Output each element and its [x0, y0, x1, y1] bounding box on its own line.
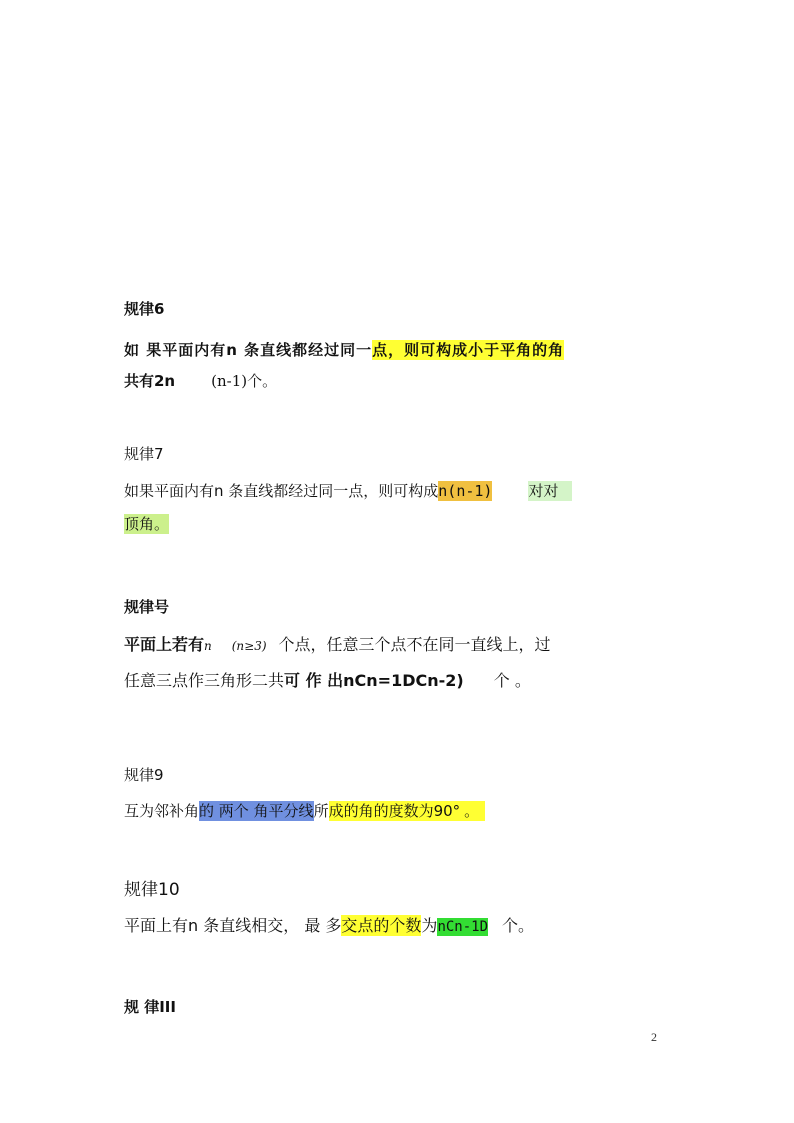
- rule-8-text-b: 个点，任意三个点不在同一直线上，过: [278, 635, 551, 654]
- rule-6-heading: 规律6: [124, 300, 165, 318]
- rule-10-green-highlight: nCn-1D: [437, 919, 489, 935]
- rule-6-formula-a: 共有2n: [124, 372, 176, 390]
- page-number: 2: [651, 1030, 657, 1044]
- rule-9-text-a: 互为邻补角: [124, 802, 200, 820]
- rule-6-line-2: [124, 372, 277, 390]
- rule-9-heading: 规律9: [124, 766, 164, 784]
- rule-7-highlight: 顶角。: [124, 515, 170, 533]
- rule-7-line-1: [124, 482, 572, 500]
- rule-8-line-2: [124, 671, 531, 690]
- rule-8-text-end: 个 。: [493, 671, 531, 690]
- rule-7-text-end: 对对: [528, 481, 572, 501]
- rule-10-line-1: [124, 916, 534, 936]
- rule-10-heading: 规律10: [124, 880, 180, 900]
- rule-11-heading: 规 律III: [124, 998, 176, 1016]
- rule-8-condition: (n≥3): [231, 639, 267, 653]
- rule-6-formula-b: (n-1)个。: [211, 372, 278, 390]
- rule-9-blue-highlight: 的 两个 角平分线: [199, 802, 314, 820]
- rule-9-text-b: 所: [313, 802, 329, 820]
- rule-9-yellow-highlight: 成的角的度数为90°: [328, 802, 461, 820]
- rule-10-text-b: 为: [421, 916, 438, 935]
- rule-8-line-1: [124, 635, 551, 654]
- rule-7-text: 如果平面内有n 条直线都经过同一点，则可构成: [124, 482, 439, 500]
- rule-7-formula: n(n-1): [438, 482, 493, 500]
- rule-8-text-c: 任意三点作三角形二共: [124, 671, 285, 690]
- rule-6-highlight: 点，则可构成小于平角的角: [372, 341, 565, 359]
- rule-8-variable: n: [204, 639, 212, 653]
- rule-6-text: 如 果平面内有n 条直线都经过同一: [124, 341, 373, 359]
- rule-8-formula: 可 作 出nCn=1DCn-2): [284, 671, 464, 690]
- rule-6-line-1: [124, 341, 564, 359]
- rule-10-text-end: 个。: [502, 916, 535, 935]
- rule-10-text-a: 平面上有n 条直线相交， 最 多: [124, 916, 342, 935]
- rule-7-line-2: [124, 515, 169, 533]
- rule-8-heading: 规律号: [124, 598, 170, 616]
- rule-8-text-a: 平面上若有: [124, 635, 205, 654]
- rule-9-line-1: [124, 802, 485, 820]
- rule-7-heading: 规律7: [124, 445, 164, 463]
- rule-10-yellow-highlight: 交点的个数: [341, 916, 422, 935]
- rule-9-text-end: 。: [460, 801, 485, 821]
